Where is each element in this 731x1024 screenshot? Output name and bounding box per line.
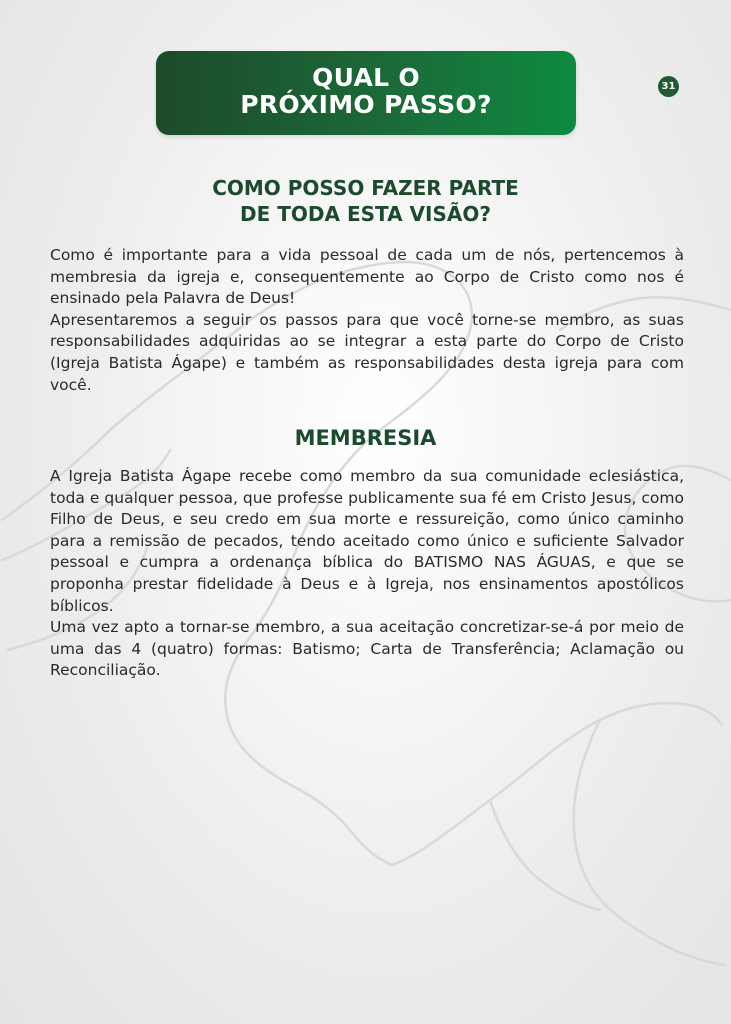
membresia-text-block <box>50 466 684 682</box>
intro-paragraph-2: Apresentaremos a seguir os passos para que você torne-se membro, as suas responsabilidades adquiridas ao se integrar a esta parte do Corpo de Cristo (Igreja Batista Ágape) e também as responsabilidades desta igreja para com você. <box>50 310 684 394</box>
title-line-2: PRÓXIMO PASSO? <box>240 90 492 119</box>
section-heading-visao <box>0 175 731 227</box>
membresia-paragraph-1: A Igreja Batista Ágape recebe como membro da sua comunidade eclesiástica, toda e qualquer pessoa, que professe publicamente sua fé em Cristo Jesus, como Filho de Deus, e seu credo em sua morte e ressureição, como único caminho para a remissão de pecados, tendo aceitado como único e suficiente Salvador pessoal e cumpra a ordenança bíblica do BATISMO NAS ÁGUAS, e que se proponha prestar fidelidade à Deus e à Igreja, nos ensinamentos apostólicos bíblicos. <box>50 467 684 615</box>
section-heading-line-2: DE TODA ESTA VISÃO? <box>240 202 491 226</box>
page-number-badge: 31 <box>658 76 679 97</box>
title-banner <box>156 51 576 135</box>
section-heading-line-1: COMO POSSO FAZER PARTE <box>212 176 519 200</box>
intro-paragraph-1: Como é importante para a vida pessoal de cada um de nós, pertencemos à membresia da igreja e, consequentemente ao Corpo de Cristo como nos é ensinado pela Palavra de Deus! <box>50 246 684 308</box>
section-heading-membresia: MEMBRESIA <box>294 426 437 450</box>
title-line-1: QUAL O <box>312 63 420 92</box>
membresia-paragraph-2: Uma vez apto a tornar-se membro, a sua aceitação concretizar-se-á por meio de uma das 4 (quatro) formas: Batismo; Carta de Transferência; Aclamação ou Reconciliação. <box>50 618 684 680</box>
intro-text-block <box>50 245 684 396</box>
